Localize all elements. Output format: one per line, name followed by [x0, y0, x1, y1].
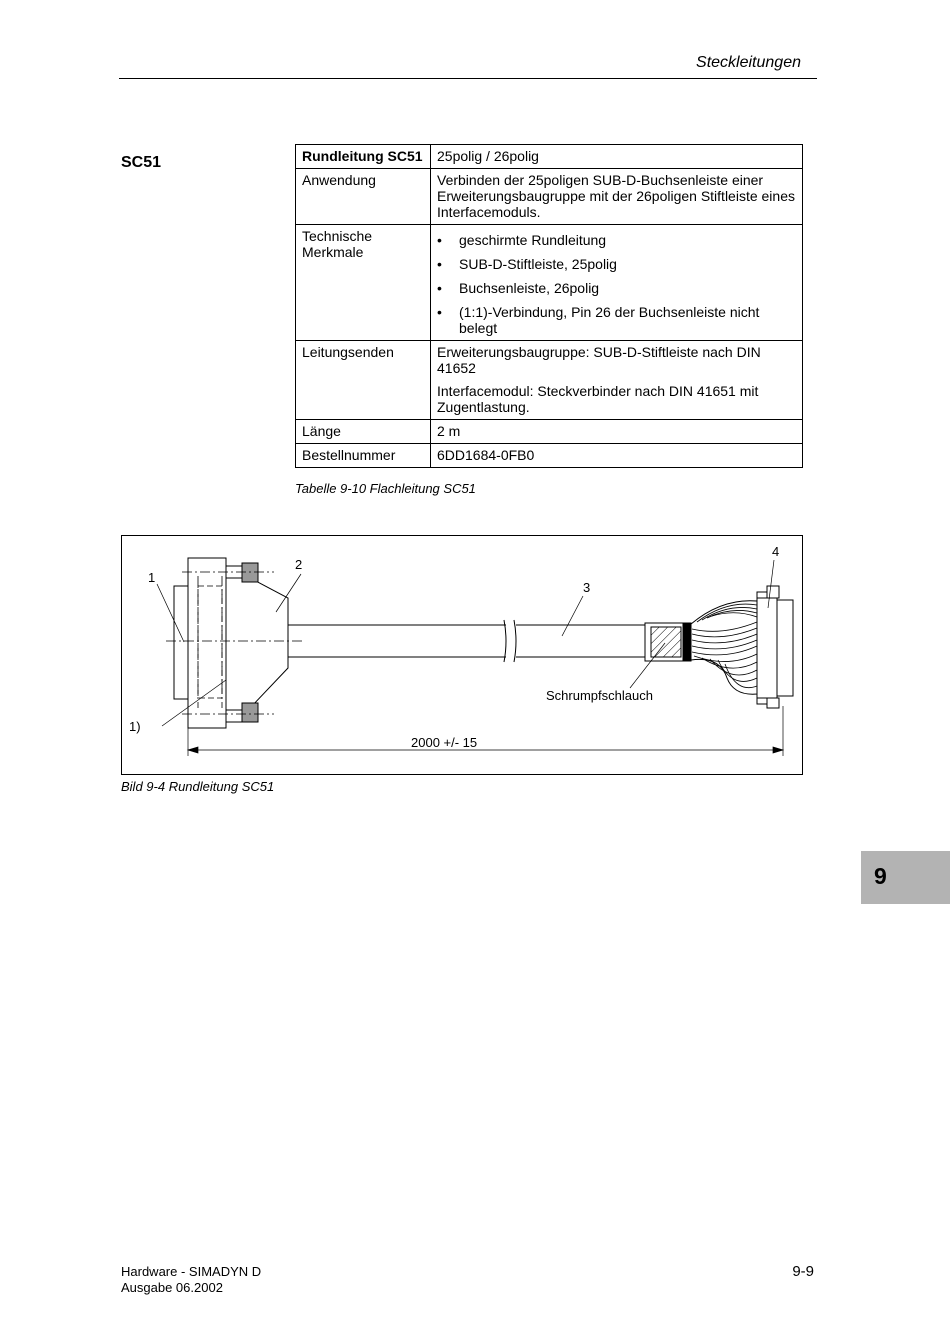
dimension-line	[188, 706, 783, 756]
dimension-label: 2000 +/- 15	[411, 735, 478, 750]
list-item: • (1:1)-Verbindung, Pin 26 der Buchsenleiste nicht belegt	[437, 304, 796, 336]
chapter-tab	[861, 851, 950, 904]
table-row	[296, 169, 803, 225]
laenge-value: 2 m	[431, 420, 803, 444]
spec-table	[295, 144, 803, 468]
label-3: 3	[583, 580, 591, 595]
label-2: 2	[295, 557, 303, 572]
list-item: • geschirmte Rundleitung	[437, 232, 796, 248]
table-row	[296, 225, 803, 341]
cable-figure	[121, 535, 803, 775]
table-caption: Tabelle 9-10 Flachleitung SC51	[295, 481, 476, 496]
table-head-key: Rundleitung SC51	[296, 145, 431, 169]
figure-caption: Bild 9-4 Rundleitung SC51	[121, 779, 275, 794]
footer-info	[121, 1264, 261, 1296]
label-4: 4	[772, 544, 780, 559]
flat-ribbon	[691, 601, 757, 695]
leitungsenden-value	[431, 341, 803, 420]
page-number: 9-9	[792, 1263, 814, 1280]
sub-d-connector	[174, 558, 288, 728]
bestellnummer-key: Bestellnummer	[296, 444, 431, 468]
merkmale-key: Technische Merkmale	[296, 225, 431, 341]
label-schrumpfschlauch: Schrumpfschlauch	[546, 688, 653, 703]
footer-line-1: Hardware - SIMADYN D	[121, 1264, 262, 1279]
leitungsenden-value-2: Interfacemodul: Steckverbinder nach DIN 41651 mit Zugentlastung.	[437, 383, 759, 415]
table-row	[296, 145, 803, 169]
leitungsenden-key: Leitungsenden	[296, 341, 431, 420]
anwendung-value: Verbinden der 25poligen SUB-D-Buchsenleiste einer Erweiterungsbaugruppe mit der 26poligen Stiftleiste eines Interfacemoduls.	[431, 169, 803, 225]
merkmale-list	[437, 232, 796, 336]
list-item: • SUB-D-Stiftleiste, 25polig	[437, 256, 796, 272]
round-cable	[288, 620, 645, 662]
bestellnummer-value: 6DD1684-0FB0	[431, 444, 803, 468]
chapter-number: 9	[874, 863, 887, 889]
table-head-value: 25polig / 26polig	[431, 145, 803, 169]
header-rule	[119, 78, 817, 79]
merkmale-value	[431, 225, 803, 341]
list-item: • Buchsenleiste, 26polig	[437, 280, 796, 296]
label-1: 1	[148, 570, 156, 585]
leitungsenden-value-1: Erweiterungsbaugruppe: SUB-D-Stiftleiste nach DIN 41652	[437, 344, 761, 376]
table-row	[296, 444, 803, 468]
table-row	[296, 341, 803, 420]
shrink-sleeve	[645, 623, 691, 661]
table-row	[296, 420, 803, 444]
label-footnote: 1)	[129, 719, 141, 734]
ribbon-connector	[757, 586, 793, 708]
page-header-title: Steckleitungen	[696, 54, 801, 71]
footer-line-2: Ausgabe 06.2002	[121, 1280, 223, 1295]
anwendung-key: Anwendung	[296, 169, 431, 225]
laenge-key: Länge	[296, 420, 431, 444]
section-id: SC51	[121, 154, 162, 171]
